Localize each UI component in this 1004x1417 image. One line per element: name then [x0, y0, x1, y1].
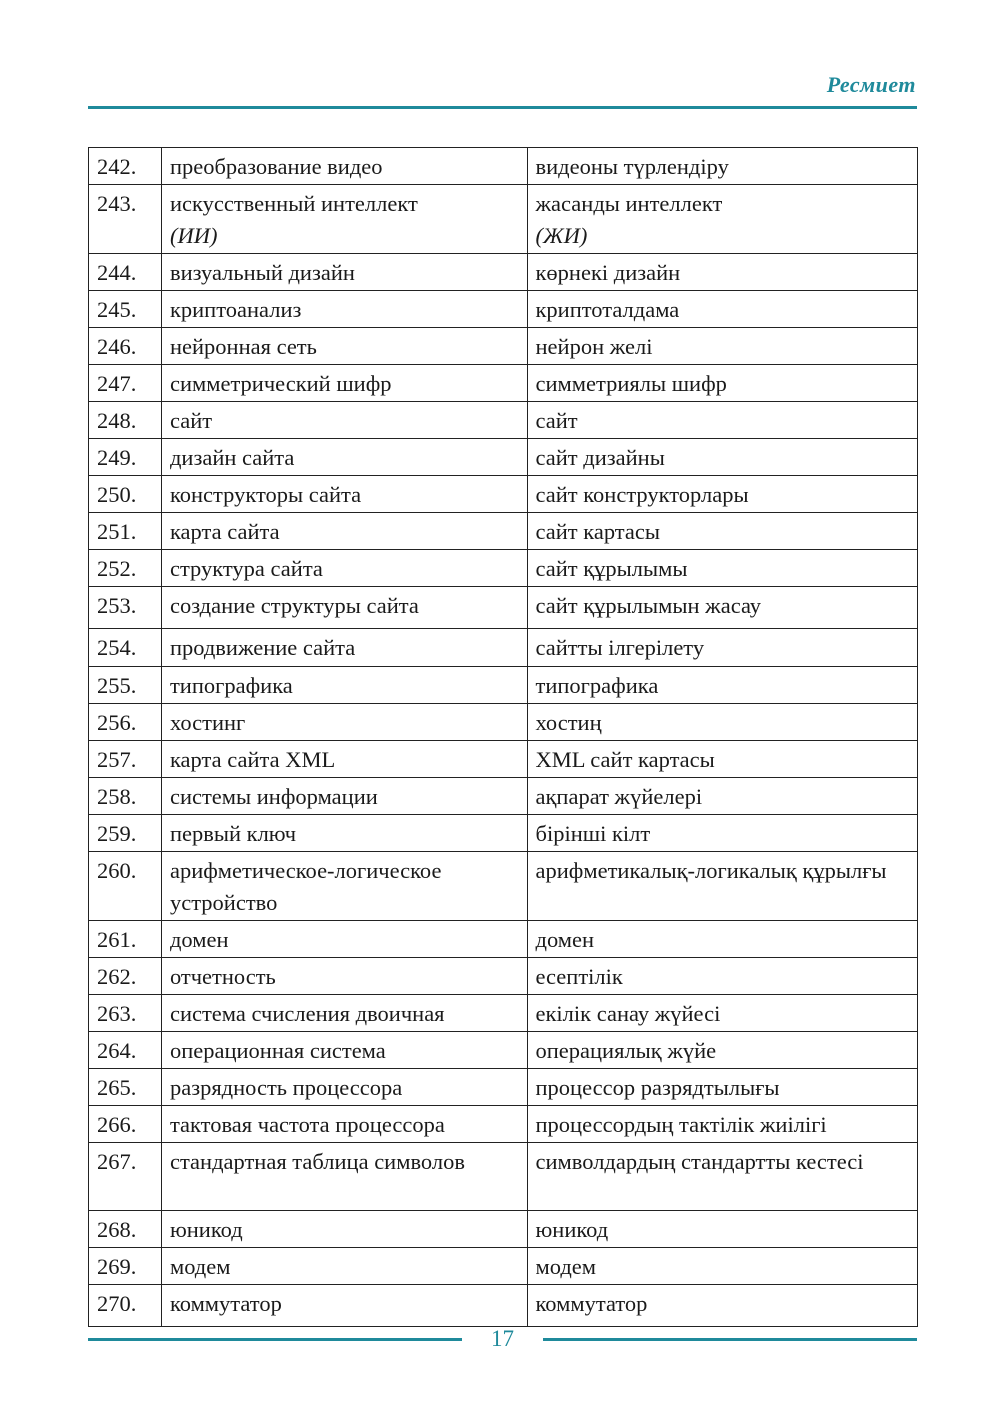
- kazakh-term: [527, 587, 918, 629]
- table-row: [89, 995, 918, 1032]
- row-number: 254.: [89, 629, 162, 667]
- kazakh-term-text: криптоталдама: [535, 297, 680, 322]
- russian-term: [161, 254, 527, 291]
- kazakh-term: [527, 852, 918, 921]
- row-number: 265.: [89, 1069, 162, 1106]
- row-number: 244.: [89, 254, 162, 291]
- russian-term-text: типографика: [169, 673, 293, 698]
- kazakh-term-text: домен: [535, 927, 595, 952]
- russian-term: [161, 402, 527, 439]
- table-row: [89, 667, 918, 704]
- kazakh-term-text: жасанды интеллект: [535, 191, 723, 216]
- kazakh-term: [527, 921, 918, 958]
- russian-term: [161, 513, 527, 550]
- kazakh-term: [527, 741, 918, 778]
- russian-term: [161, 1069, 527, 1106]
- kazakh-term: [527, 995, 918, 1032]
- kazakh-term: [527, 1032, 918, 1069]
- russian-term: [161, 995, 527, 1032]
- header-divider: [88, 106, 917, 109]
- row-number: 268.: [89, 1211, 162, 1248]
- kazakh-term: [527, 958, 918, 995]
- russian-term: [161, 852, 527, 921]
- kazakh-term: [527, 513, 918, 550]
- kazakh-term-text: XML сайт картасы: [535, 747, 715, 772]
- table-row: [89, 328, 918, 365]
- russian-term: [161, 587, 527, 629]
- kazakh-term: [527, 328, 918, 365]
- kazakh-term-text: сайтты ілгерілету: [535, 635, 705, 660]
- page-number: 17: [491, 1326, 514, 1351]
- russian-term: [161, 741, 527, 778]
- kazakh-term-text: ақпарат жүйелері: [535, 784, 703, 809]
- kazakh-term-text: модем: [535, 1254, 597, 1279]
- kazakh-term: [527, 148, 918, 185]
- kazakh-term: [527, 1248, 918, 1285]
- row-number: 270.: [89, 1285, 162, 1327]
- table-row: [89, 291, 918, 328]
- kazakh-term-text: сайт картасы: [535, 519, 660, 544]
- table-row: [89, 587, 918, 629]
- table-row: [89, 921, 918, 958]
- russian-term-text: стандартная таблица символов: [169, 1149, 465, 1174]
- kazakh-term: [527, 815, 918, 852]
- table-row: [89, 365, 918, 402]
- row-number: 261.: [89, 921, 162, 958]
- russian-term-text: создание структуры сайта: [169, 593, 419, 618]
- kazakh-term-text: процессордың тактілік жиілігі: [535, 1112, 827, 1137]
- row-number: 269.: [89, 1248, 162, 1285]
- kazakh-term-text: сайт құрылымы: [535, 556, 688, 581]
- kazakh-term: [527, 254, 918, 291]
- row-number: 267.: [89, 1143, 162, 1211]
- russian-term-text: нейронная сеть: [169, 334, 317, 359]
- russian-term: [161, 815, 527, 852]
- russian-term: [161, 1032, 527, 1069]
- kazakh-term: [527, 365, 918, 402]
- russian-term: [161, 1143, 527, 1211]
- russian-term: [161, 148, 527, 185]
- table-row: [89, 550, 918, 587]
- kazakh-term-text: арифметикалық-логикалық құрылғы: [535, 858, 887, 883]
- kazakh-term: [527, 402, 918, 439]
- footer-divider-right: [543, 1338, 917, 1341]
- russian-term-text: карта сайта XML: [169, 747, 336, 772]
- kazakh-term: [527, 629, 918, 667]
- russian-term-text: хостинг: [169, 710, 246, 735]
- russian-term-text: разрядность процессора: [169, 1075, 403, 1100]
- table-row: [89, 1069, 918, 1106]
- kazakh-term-text: сайт: [535, 408, 578, 433]
- table-row: [89, 815, 918, 852]
- kazakh-term: [527, 476, 918, 513]
- russian-term-text: тактовая частота процессора: [169, 1112, 445, 1137]
- kazakh-term-text: символдардың стандартты кестесі: [535, 1149, 864, 1174]
- kazakh-term-text: есептілік: [535, 964, 623, 989]
- russian-term: [161, 439, 527, 476]
- table-row: [89, 1211, 918, 1248]
- russian-term-text: домен: [169, 927, 229, 952]
- row-number: 247.: [89, 365, 162, 402]
- russian-term: [161, 704, 527, 741]
- kazakh-term-text: процессор разрядтылығы: [535, 1075, 780, 1100]
- table-row: [89, 1032, 918, 1069]
- kazakh-abbreviation: (ЖИ): [535, 223, 588, 248]
- row-number: 255.: [89, 667, 162, 704]
- russian-term-text: криптоанализ: [169, 297, 302, 322]
- table-row: [89, 439, 918, 476]
- russian-term: [161, 667, 527, 704]
- kazakh-term-text: сайт құрылымын жасау: [535, 593, 762, 618]
- table-row: [89, 254, 918, 291]
- russian-term: [161, 1106, 527, 1143]
- russian-term-text: системы информации: [169, 784, 378, 809]
- kazakh-term-text: көрнекі дизайн: [535, 260, 681, 285]
- kazakh-term-text: сайт конструкторлары: [535, 482, 749, 507]
- russian-term-text: первый ключ: [169, 821, 297, 846]
- russian-term-text: коммутатор: [169, 1291, 282, 1316]
- table-row: [89, 741, 918, 778]
- footer-divider-left: [88, 1338, 462, 1341]
- kazakh-term-text: юникод: [535, 1217, 609, 1242]
- table-row: [89, 1143, 918, 1211]
- kazakh-term: [527, 1211, 918, 1248]
- row-number: 248.: [89, 402, 162, 439]
- kazakh-term-text: типографика: [535, 673, 659, 698]
- russian-term: [161, 1285, 527, 1327]
- section-title: Ресмиет: [826, 72, 916, 97]
- table-row: [89, 402, 918, 439]
- row-number: 253.: [89, 587, 162, 629]
- kazakh-term: [527, 291, 918, 328]
- row-number: 245.: [89, 291, 162, 328]
- row-number: 258.: [89, 778, 162, 815]
- russian-term: [161, 328, 527, 365]
- table-row: [89, 148, 918, 185]
- row-number: 242.: [89, 148, 162, 185]
- row-number: 252.: [89, 550, 162, 587]
- glossary-table: [88, 147, 918, 1327]
- kazakh-term: [527, 1106, 918, 1143]
- russian-abbreviation: (ИИ): [169, 223, 218, 248]
- table-row: [89, 1106, 918, 1143]
- kazakh-term-text: екілік санау жүйесі: [535, 1001, 721, 1026]
- row-number: 246.: [89, 328, 162, 365]
- russian-term: [161, 1211, 527, 1248]
- russian-term-text: сайт: [169, 408, 213, 433]
- russian-term-text: структура сайта: [169, 556, 323, 581]
- kazakh-term-text: видеоны түрлендіру: [535, 154, 729, 179]
- kazakh-term: [527, 704, 918, 741]
- kazakh-term-text: сайт дизайны: [535, 445, 665, 470]
- kazakh-term: [527, 185, 918, 254]
- russian-term-text: визуальный дизайн: [169, 260, 355, 285]
- table-row: [89, 185, 918, 254]
- russian-term: [161, 365, 527, 402]
- row-number: 264.: [89, 1032, 162, 1069]
- kazakh-term: [527, 439, 918, 476]
- kazakh-term-text: бірінші кілт: [535, 821, 651, 846]
- kazakh-term: [527, 1285, 918, 1327]
- table-row: [89, 1248, 918, 1285]
- russian-term-text: конструкторы сайта: [169, 482, 362, 507]
- russian-term-text: дизайн сайта: [169, 445, 295, 470]
- russian-term-text: арифметическое-логическое устройство: [169, 858, 442, 915]
- table-row: [89, 1285, 918, 1327]
- table-row: [89, 958, 918, 995]
- kazakh-term: [527, 778, 918, 815]
- row-number: 262.: [89, 958, 162, 995]
- row-number: 259.: [89, 815, 162, 852]
- russian-term: [161, 958, 527, 995]
- table-row: [89, 513, 918, 550]
- kazakh-term: [527, 667, 918, 704]
- kazakh-term: [527, 1143, 918, 1211]
- kazakh-term-text: хостиң: [535, 710, 602, 735]
- russian-term-text: преобразование видео: [169, 154, 383, 179]
- kazakh-term-text: коммутатор: [535, 1291, 648, 1316]
- russian-term-text: искусственный интеллект: [169, 191, 418, 216]
- row-number: 266.: [89, 1106, 162, 1143]
- row-number: 257.: [89, 741, 162, 778]
- russian-term: [161, 778, 527, 815]
- table-row: [89, 629, 918, 667]
- russian-term: [161, 185, 527, 254]
- russian-term: [161, 550, 527, 587]
- glossary-body: [89, 148, 918, 1327]
- russian-term-text: карта сайта: [169, 519, 280, 544]
- row-number: 251.: [89, 513, 162, 550]
- row-number: 260.: [89, 852, 162, 921]
- kazakh-term: [527, 550, 918, 587]
- russian-term-text: юникод: [169, 1217, 243, 1242]
- russian-term: [161, 476, 527, 513]
- russian-term: [161, 921, 527, 958]
- russian-term: [161, 1248, 527, 1285]
- russian-term-text: продвижение сайта: [169, 635, 356, 660]
- row-number: 256.: [89, 704, 162, 741]
- russian-term-text: отчетность: [169, 964, 276, 989]
- russian-term-text: симметрический шифр: [169, 371, 392, 396]
- row-number: 250.: [89, 476, 162, 513]
- table-row: [89, 476, 918, 513]
- russian-term-text: система счисления двоичная: [169, 1001, 445, 1026]
- russian-term: [161, 629, 527, 667]
- kazakh-term-text: операциялық жүйе: [535, 1038, 717, 1063]
- russian-term-text: модем: [169, 1254, 231, 1279]
- row-number: 243.: [89, 185, 162, 254]
- russian-term-text: операционная система: [169, 1038, 386, 1063]
- russian-term: [161, 291, 527, 328]
- table-row: [89, 704, 918, 741]
- row-number: 263.: [89, 995, 162, 1032]
- kazakh-term-text: нейрон желі: [535, 334, 653, 359]
- kazakh-term-text: симметриялы шифр: [535, 371, 727, 396]
- kazakh-term: [527, 1069, 918, 1106]
- table-row: [89, 852, 918, 921]
- table-row: [89, 778, 918, 815]
- row-number: 249.: [89, 439, 162, 476]
